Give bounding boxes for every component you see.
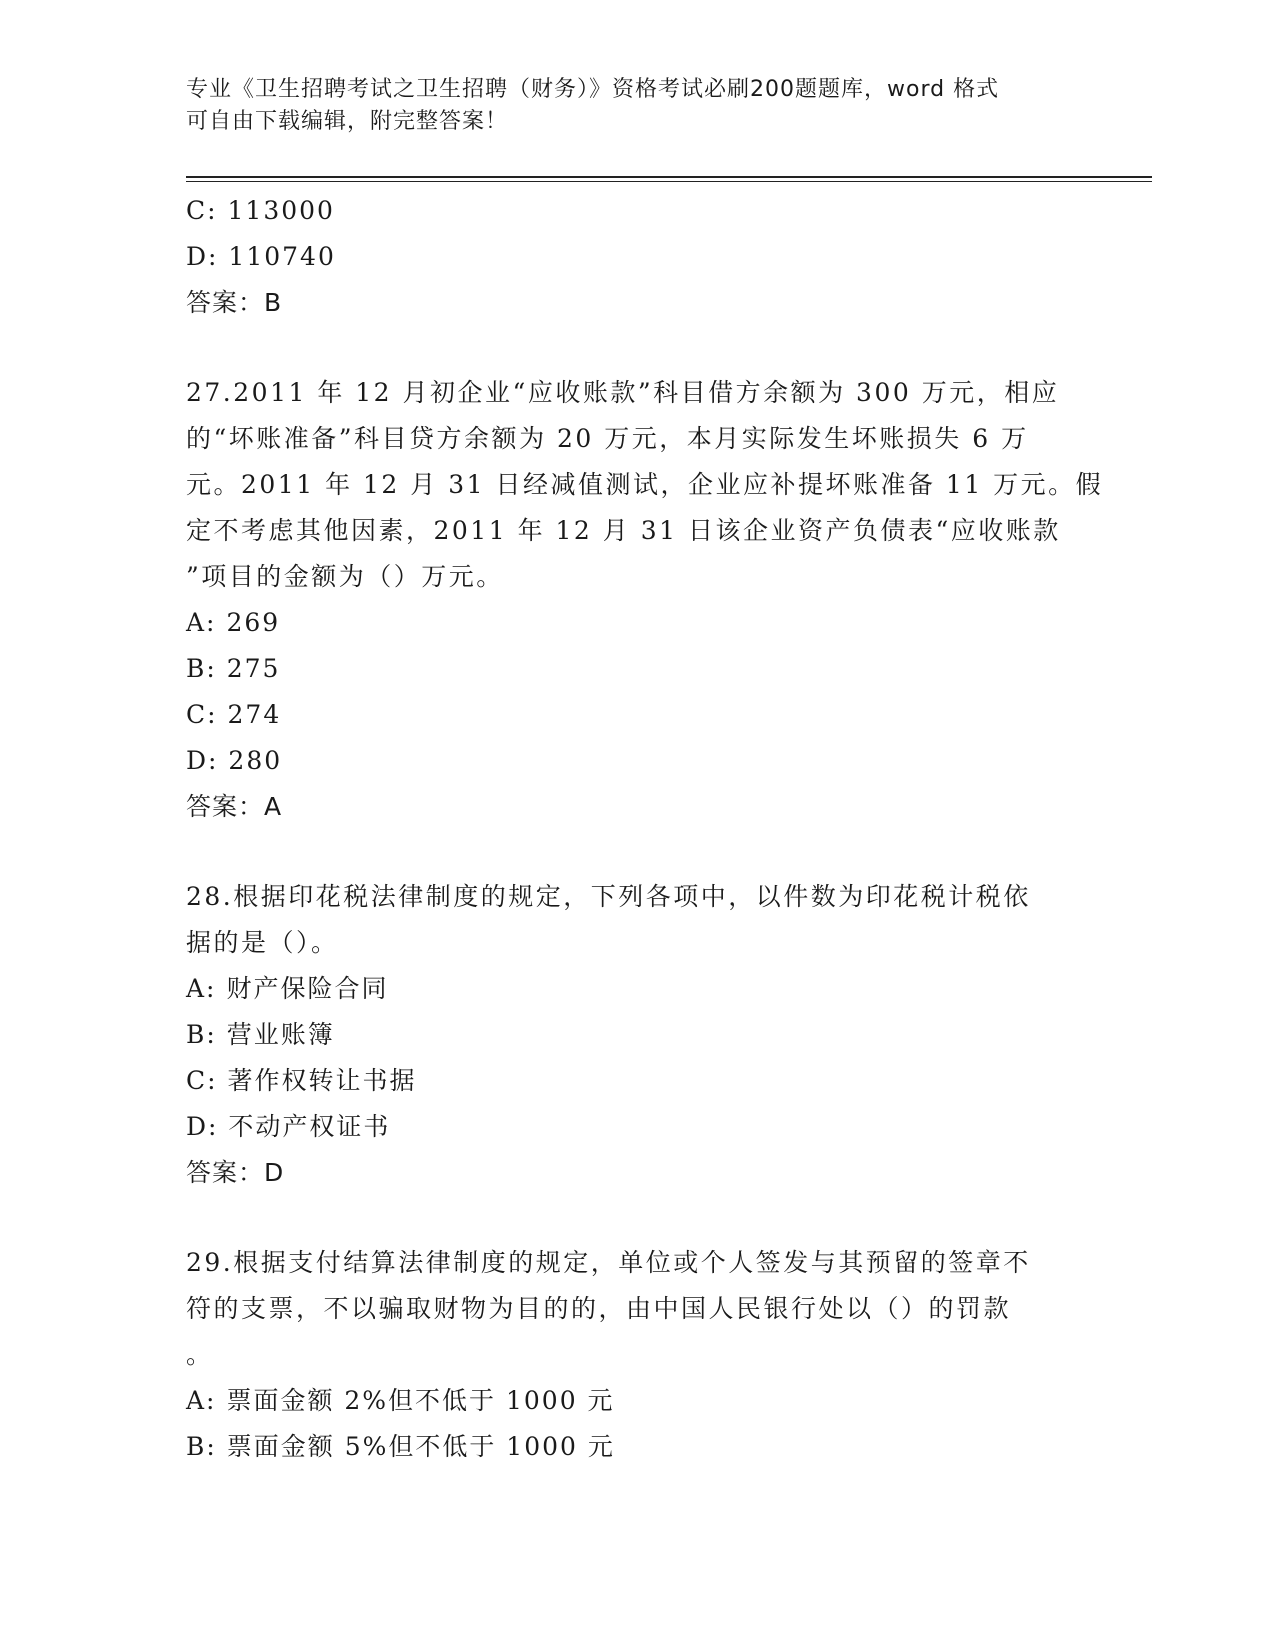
question-28-line: 28.根据印花税法律制度的规定，下列各项中，以件数为印花税计税依 bbox=[186, 882, 1031, 911]
option-q28-d: D: 不动产权证书 bbox=[186, 1112, 391, 1141]
question-29 bbox=[186, 1240, 1086, 1470]
header-line-1: 专业《卫生招聘考试之卫生招聘（财务）》资格考试必刷200题题库，word 格式 bbox=[186, 77, 1000, 102]
question-27 bbox=[186, 370, 1104, 830]
option-q27-c: C: 274 bbox=[186, 700, 282, 729]
question-28-line: 据的是（）。 bbox=[186, 928, 339, 957]
header-rule-thin bbox=[186, 181, 1152, 182]
question-27-line: 27.2011 年 12 月初企业“应收账款”科目借方余额为 300 万元，相应 bbox=[186, 378, 1060, 407]
option-q27-b: B: 275 bbox=[186, 654, 281, 683]
question-27-line: 元。2011 年 12 月 31 日经减值测试，企业应补提坏账准备 11 万元。假 bbox=[186, 470, 1104, 499]
document-header bbox=[186, 74, 1086, 138]
header-rule-thick bbox=[186, 176, 1152, 178]
option-q29-b: B: 票面金额 5%但不低于 1000 元 bbox=[186, 1432, 615, 1461]
option-q28-c: C: 著作权转让书据 bbox=[186, 1066, 417, 1095]
option-q29-a: A: 票面金额 2%但不低于 1000 元 bbox=[186, 1386, 615, 1415]
header-line-2: 可自由下载编辑，附完整答案！ bbox=[186, 109, 509, 134]
option-q26-c: C: 113000 bbox=[186, 196, 335, 225]
option-q28-b: B: 营业账簿 bbox=[186, 1020, 335, 1049]
question-27-line: 定不考虑其他因素，2011 年 12 月 31 日该企业资产负债表“应收账款 bbox=[186, 516, 1061, 545]
option-q27-d: D: 280 bbox=[186, 746, 283, 775]
question-29-line: 29.根据支付结算法律制度的规定，单位或个人签发与其预留的签章不 bbox=[186, 1248, 1031, 1277]
question-27-line: ”项目的金额为（）万元。 bbox=[186, 562, 504, 591]
answer-q28: 答案：D bbox=[186, 1158, 285, 1187]
option-q26-d: D: 110740 bbox=[186, 242, 336, 271]
question-content bbox=[186, 188, 1104, 1470]
answer-q26: 答案：B bbox=[186, 288, 283, 317]
question-29-line: 。 bbox=[186, 1340, 214, 1369]
question-29-line: 符的支票，不以骗取财物为目的的，由中国人民银行处以（）的罚款 bbox=[186, 1294, 1012, 1323]
option-q27-a: A: 269 bbox=[186, 608, 281, 637]
question-27-line: 的“坏账准备”科目贷方余额为 20 万元，本月实际发生坏账损失 6 万 bbox=[186, 424, 1029, 453]
answer-q27: 答案：A bbox=[186, 792, 283, 821]
option-q28-a: A: 财产保险合同 bbox=[186, 974, 389, 1003]
question-28 bbox=[186, 874, 1086, 1196]
